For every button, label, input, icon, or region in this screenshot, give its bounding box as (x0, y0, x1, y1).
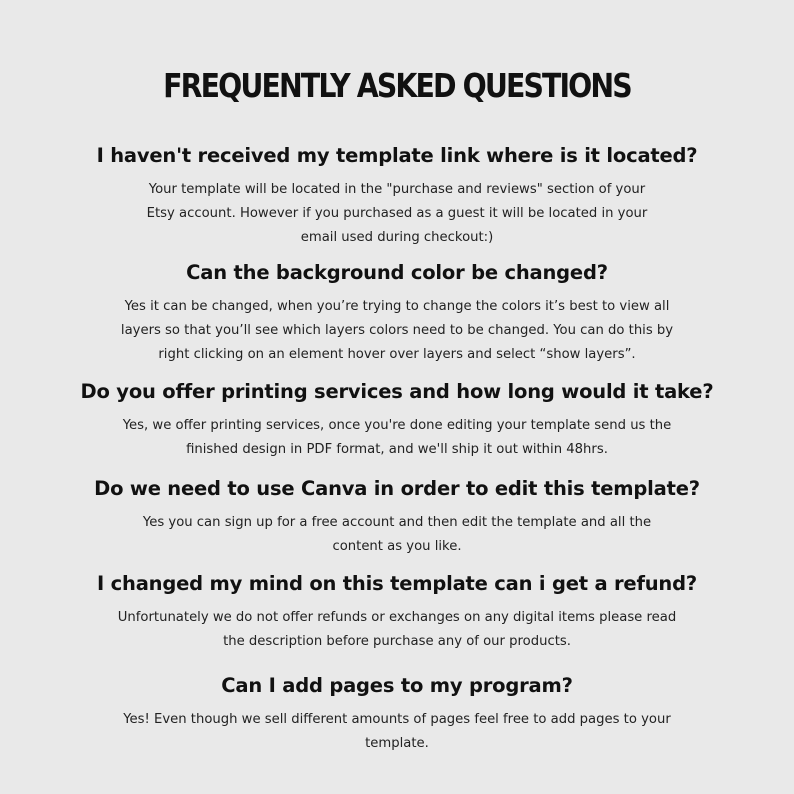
faq-answer-line: layers so that you’ll see which layers colors need to be changed. You can do this by (120, 323, 674, 338)
faq-item-4 (40, 475, 754, 559)
faq-item-3 (40, 378, 754, 462)
faq-answer-line: Yes you can sign up for a free account and then edit the template and all the (142, 515, 652, 530)
faq-answer (40, 511, 754, 559)
faq-question: I haven't received my template link where is it located? (96, 144, 698, 167)
faq-item-6 (40, 672, 754, 756)
faq-answer-line: Etsy account. However if you purchased as a guest it will be located in your (146, 206, 648, 221)
faq-answer-line: the description before purchase any of our products. (223, 634, 571, 649)
faq-answer-line: Yes! Even though we sell different amounts of pages feel free to add pages to your (123, 712, 671, 727)
faq-answer-line: Your template will be located in the "purchase and reviews" section of your (148, 182, 646, 197)
faq-answer-line: content as you like. (332, 539, 462, 554)
faq-answer-line: right clicking on an element hover over layers and select “show layers”. (158, 347, 636, 362)
page-title: FREQUENTLY ASKED QUESTIONS (163, 66, 631, 105)
faq-question: Can I add pages to my program? (221, 674, 573, 697)
faq-answer-line: Yes, we offer printing services, once you're done editing your template send us the (122, 418, 672, 433)
faq-answer-line: finished design in PDF format, and we'll ship it out within 48hrs. (186, 442, 608, 457)
faq-answer-line: Unfortunately we do not offer refunds or exchanges on any digital items please read (117, 610, 677, 625)
faq-answer (40, 178, 754, 250)
faq-question: Do we need to use Canva in order to edit this template? (94, 477, 700, 500)
faq-question: I changed my mind on this template can i get a refund? (97, 572, 697, 595)
faq-item-5 (40, 570, 754, 654)
faq-answer (40, 606, 754, 654)
faq-item-1 (40, 142, 754, 250)
faq-answer (40, 414, 754, 462)
faq-answer (40, 708, 754, 756)
faq-answer (40, 295, 754, 367)
faq-answer-line: Yes it can be changed, when you’re trying to change the colors it’s best to view all (124, 299, 670, 314)
faq-item-2 (40, 259, 754, 367)
faq-answer-line: email used during checkout:) (300, 230, 494, 245)
faq-question: Do you offer printing services and how long would it take? (80, 380, 714, 403)
faq-question: Can the background color be changed? (186, 261, 608, 284)
faq-answer-line: template. (365, 736, 429, 751)
